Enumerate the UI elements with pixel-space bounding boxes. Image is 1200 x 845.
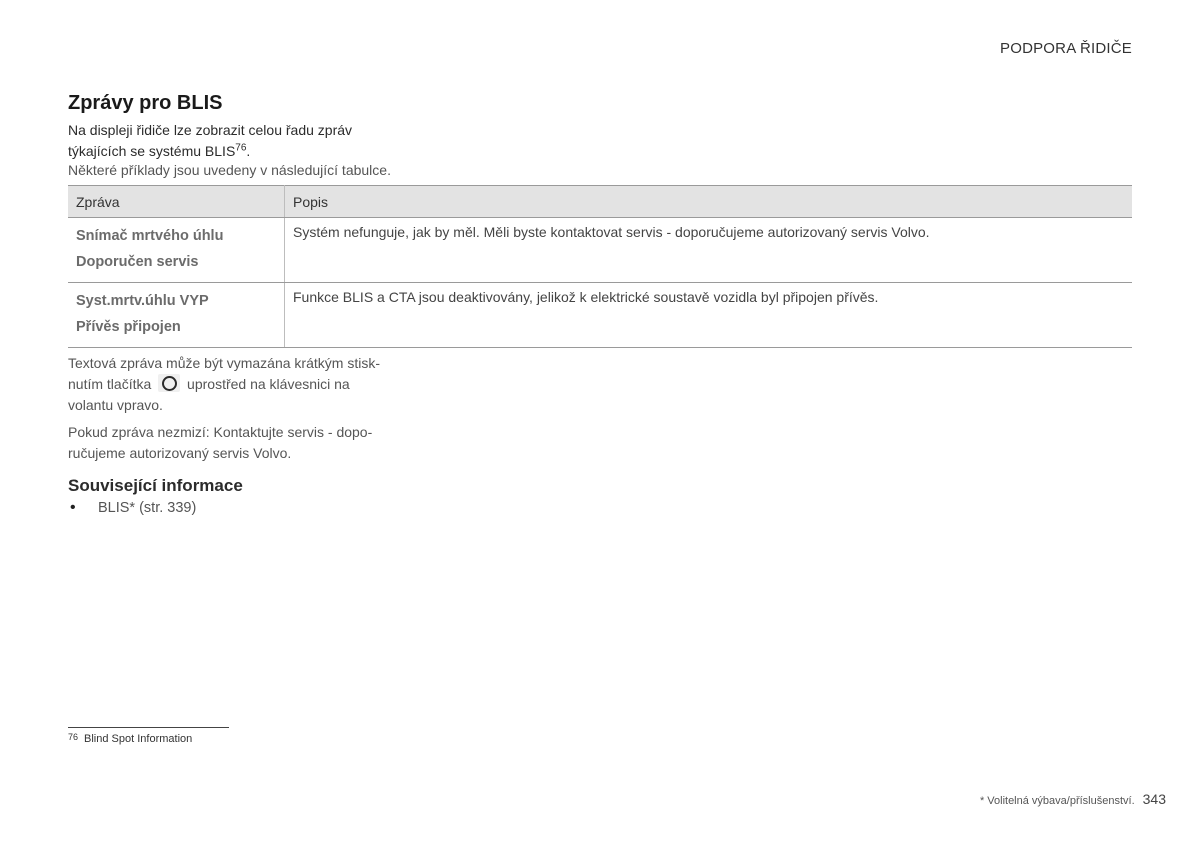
ok-circle-icon: [158, 374, 180, 392]
intro-text: [68, 120, 428, 162]
messages-table: [68, 185, 1132, 348]
p2-line-1: Pokud zpráva nezmizí: Kontaktujte servis - dopo-: [68, 424, 373, 440]
page-title: Zprávy pro BLIS: [68, 92, 223, 114]
column-header-message: Zpráva: [68, 186, 285, 218]
table-header-row: [68, 186, 1132, 218]
p1-line-1: Textová zpráva může být vymazána krátkým stisk-: [68, 355, 380, 371]
page-footer: [980, 791, 1166, 807]
instruction-paragraph-2: [68, 422, 408, 464]
message-cell: [68, 218, 285, 283]
p1-line-2-end: uprostřed na klávesnici na: [187, 376, 350, 392]
intro-line-1: Na displeji řidiče lze zobrazit celou řadu zpráv: [68, 122, 353, 138]
table-caption: Některé příklady jsou uvedeny v následující tabulce.: [68, 162, 391, 178]
table-row: [68, 218, 1132, 283]
footnote-reference[interactable]: 76: [235, 142, 247, 154]
description-cell: [285, 283, 1133, 348]
page-number: 343: [1142, 791, 1166, 807]
column-header-description: Popis: [285, 186, 1133, 218]
message-line: Snímač mrtvého úhlu: [76, 228, 224, 244]
footnote-text: Blind Spot Information: [84, 733, 193, 745]
p1-line-2-start: nutím tlačítka: [68, 376, 152, 392]
footnote-divider: [68, 727, 229, 728]
message-cell: [68, 283, 285, 348]
table-row: [68, 283, 1132, 348]
related-info-list: [68, 498, 196, 518]
p2-line-2: ručujeme autorizovaný servis Volvo.: [68, 445, 292, 461]
message-line: Přívěs připojen: [76, 319, 181, 335]
description-text: Systém nefunguje, jak by měl. Měli byste kontaktovat servis - doporučujeme autorizovaný servis Volvo.: [293, 224, 930, 240]
description-text: Funkce BLIS a CTA jsou deaktivovány, jelikož k elektrické soustavě vozidla byl připojen přívěs.: [293, 289, 879, 305]
optional-equipment-note: * Volitelná výbava/příslušenství.: [979, 795, 1135, 807]
message-line: Doporučen servis: [76, 254, 199, 270]
intro-line-2: týkajících se systému BLIS: [68, 143, 236, 159]
instructions-text: [68, 353, 408, 470]
description-cell: [285, 218, 1133, 283]
intro-line-2-end: .: [246, 143, 251, 159]
p1-line-3: volantu vpravo.: [68, 397, 163, 413]
footnote: [68, 732, 192, 745]
message-line: Syst.mrtv.úhlu VYP: [76, 293, 209, 309]
related-link[interactable]: • BLIS* (str. 339): [68, 498, 196, 518]
instruction-paragraph-1: [68, 353, 408, 416]
running-head: PODPORA ŘIDIČE: [1000, 40, 1132, 57]
footnote-number: 76: [68, 732, 79, 742]
related-info-heading: Související informace: [68, 476, 243, 495]
